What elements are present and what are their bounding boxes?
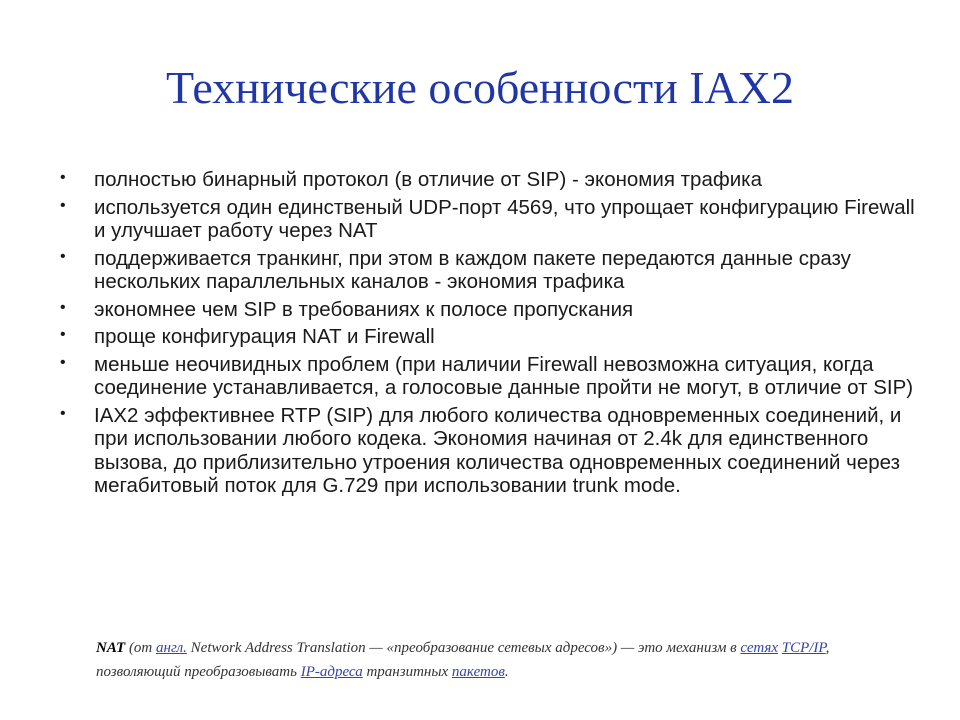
bullet-icon: • [60, 404, 66, 422]
bullet-icon: • [60, 326, 66, 343]
list-item [60, 325, 920, 349]
footnote-term: NAT [96, 640, 126, 656]
bullet-text: экономнее чем SIP в требованиях к полосе пропускания [94, 297, 634, 321]
bullet-icon: • [60, 196, 66, 214]
slide-title: Технические особенности IAX2 [166, 62, 794, 113]
link-engl[interactable]: англ. [156, 640, 187, 656]
footnote-text-6: . [504, 664, 509, 680]
list-item [60, 247, 920, 294]
list-item [60, 404, 920, 498]
bullet-text: поддерживается транкинг, при этом в каждом пакете передаются данные сразу нескольких параллельных каналов - экономия трафика [94, 246, 851, 293]
footnote-text-4: , позволяющий преобразовывать [96, 640, 830, 680]
list-item [60, 353, 920, 400]
bullet-list [60, 168, 920, 502]
link-networks[interactable]: сетях [740, 640, 778, 656]
bullet-text: меньше неочивидных проблем (при наличии Firewall невозможна ситуация, когда соединение устанавливается, а голосовые данные пройти не могут, в отличие от SIP) [94, 352, 914, 399]
footnote-text-2: Network Address Translation — «преобразование сетевых адресов») — это механизм в [186, 640, 741, 656]
footnote-text-1: (от [125, 640, 157, 656]
list-item [60, 196, 920, 243]
bullet-text: используется один единственый UDP-порт 4569, что упрощает конфигурацию Firewall и улучшает работу через NAT [94, 195, 915, 242]
list-item [60, 168, 920, 192]
footnote [96, 636, 896, 684]
list-item [60, 298, 920, 322]
link-ip-addresses[interactable]: IP-адреса [300, 664, 363, 680]
bullet-icon: • [60, 247, 66, 265]
link-packets[interactable]: пакетов [451, 664, 505, 680]
footnote-text-5: транзитных [362, 664, 452, 680]
bullet-icon: • [60, 169, 66, 186]
link-tcpip[interactable]: TCP/IP [781, 640, 826, 656]
bullet-icon: • [60, 298, 66, 316]
bullet-text: проще конфигурация NAT и Firewall [94, 325, 435, 348]
bullet-icon: • [60, 353, 66, 371]
bullet-text: IAX2 эффективнее RTP (SIP) для любого количества одновременных соединений, и при использовании любого кодека. Экономия начиная от 2.4k для единственного вызова, до приблизительно утроения количества одновременных соединений через мегабитовый поток для G.729 при использовании trunk mode. [94, 403, 902, 497]
bullet-text: полностью бинарный протокол (в отличие от SIP) - экономия трафика [94, 168, 762, 191]
